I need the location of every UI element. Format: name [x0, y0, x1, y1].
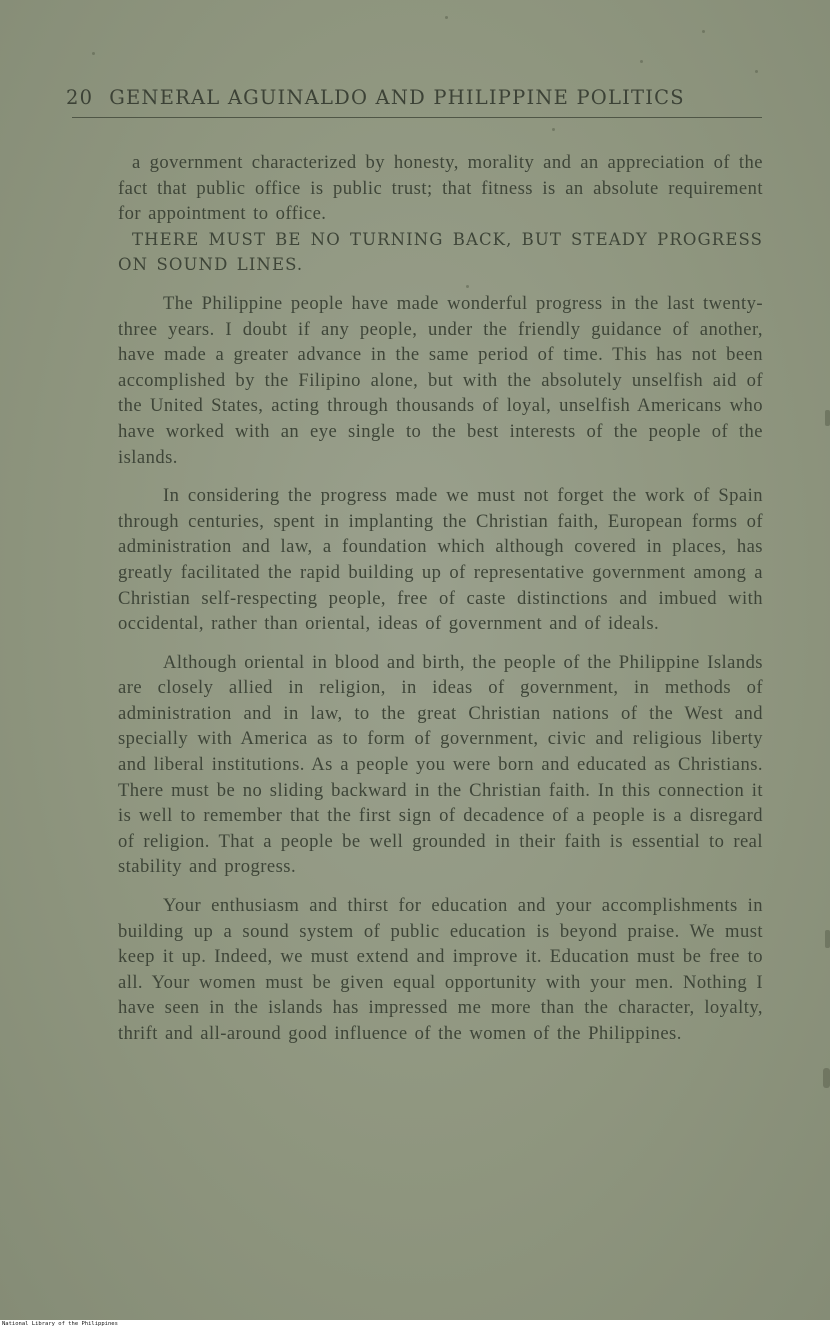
page-number: 20 [66, 86, 94, 109]
header-rule [72, 117, 762, 118]
footer-strip [0, 1320, 830, 1328]
body-text [118, 150, 763, 1047]
paragraph-5: Your enthusiasm and thirst for education and your accomplishments in building up a sound system of public education is beyond praise. We must keep it up. Indeed, we must extend and improve it. Education must be free to all. Your women must be given equal opportunity with your men. Nothing I have seen in the islands has impressed me more than the character, loyalty, thrift and all-around good influence of the women of the Philippines. [118, 895, 763, 1044]
paragraph-3: In considering the progress made we must not forget the work of Spain through centuries, spent in implanting the Christian faith, European forms of administration and law, a foundation which although covered in places, has greatly facilitated the rapid building up of representative government among a Christian self-respecting people, free of caste distinctions and imbued with occidental, rather than oriental, ideas of government and of ideals. [118, 485, 763, 635]
scan-speck [445, 16, 448, 19]
footer-credit: National Library of the Philippines [2, 1321, 118, 1327]
scan-speck [823, 1068, 830, 1088]
scan-speck [825, 410, 830, 426]
paragraph-1: a government characterized by honesty, morality and an appreciation of the fact that public office is public trust; that fitness is an absolute requirement for appointment to office. [118, 152, 763, 225]
paragraph-4: Although oriental in blood and birth, the people of the Philippine Islands are closely allied in religion, in ideas of government, in methods of administration and in law, to the great Christian nations of the West and specially with America as to form of government, civic and religious liberty and liberal institutions. As a people you were born and educated as Christians. There must be no sliding backward in the Christian faith. In this connection it is well to remember that the first sign of decadence of a people is a disregard of religion. That a people be well grounded in their faith is essential to real stability and progress. [118, 651, 763, 878]
scan-speck [640, 60, 643, 63]
scan-speck [702, 30, 705, 33]
scan-speck [755, 70, 758, 73]
scan-speck [552, 128, 555, 131]
running-head [66, 86, 766, 109]
running-title: GENERAL AGUINALDO AND PHILIPPINE POLITICS [109, 86, 685, 109]
paragraph-2: The Philippine people have made wonderful progress in the last twenty-three years. I doubt if any people, under the friendly guidance of another, have made a greater advance in the same period of time. This has not been accomplished by the Filipino alone, but with the absolutely unselfish aid of the United States, acting through thousands of loyal, unselfish Americans who have worked with an eye single to the best interests of the people of the islands. [118, 292, 763, 468]
paragraph-emphasis: THERE MUST BE NO TURNING BACK, BUT STEADY PROGRESS ON SOUND LINES. [118, 229, 763, 275]
scan-speck [92, 52, 95, 55]
scan-speck [825, 930, 830, 948]
